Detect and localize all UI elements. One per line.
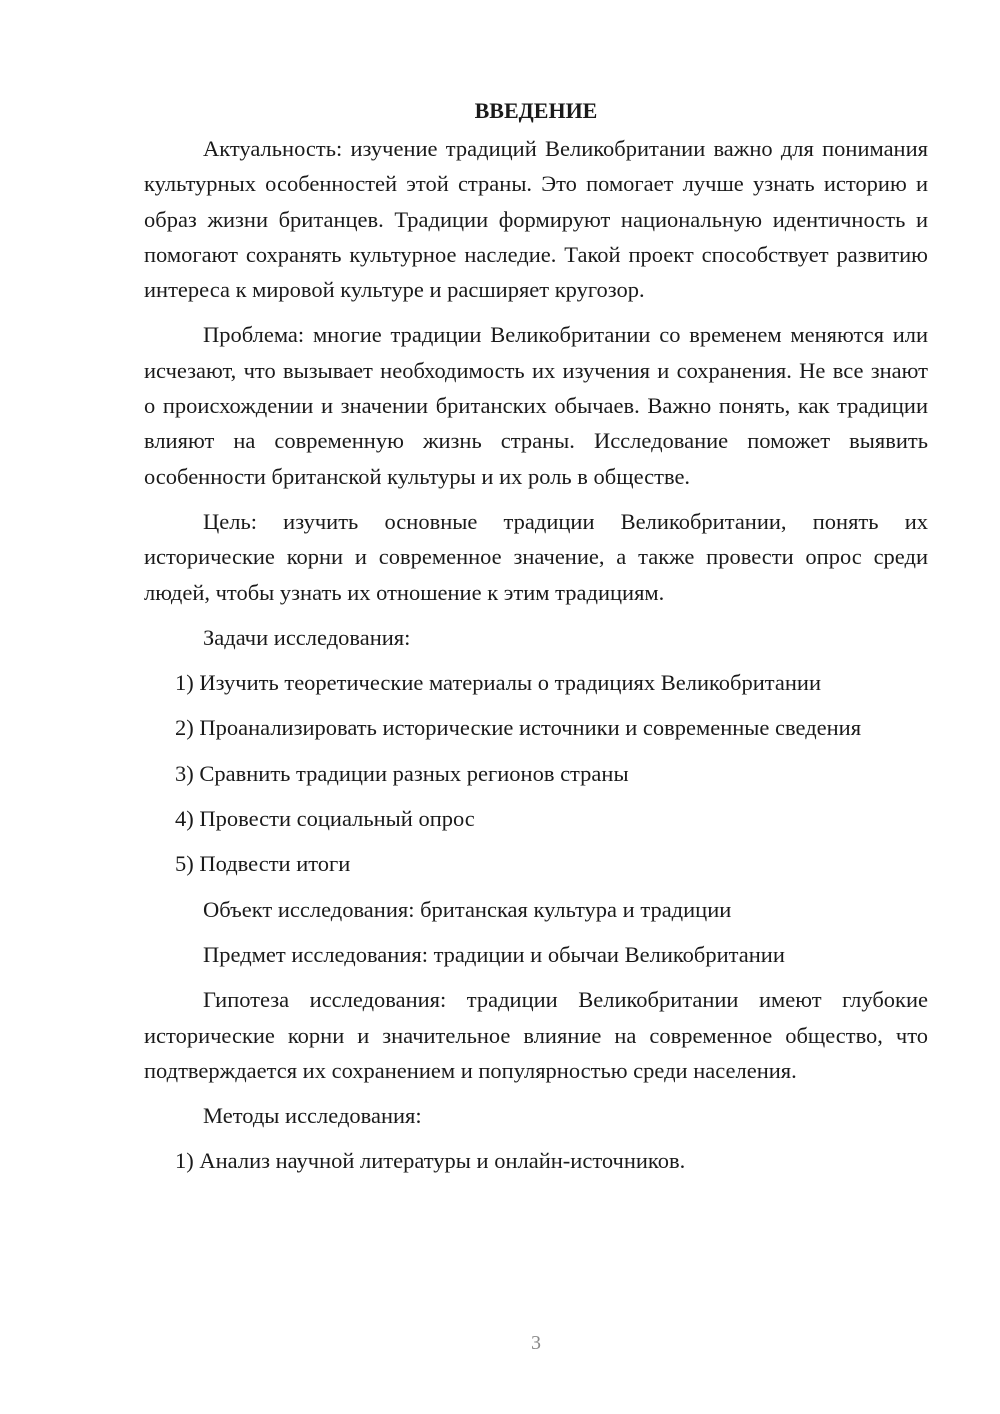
tasks-heading: Задачи исследования:: [203, 624, 411, 650]
hypothesis-paragraph: Гипотеза исследования: традиции Великобритании имеют глубокие исторические корни и значительное влияние на современное общество, что подтверждается их сохранением и популярностью среди населения.: [144, 987, 928, 1083]
method-item: 1) Анализ научной литературы и онлайн-источников.: [175, 1148, 686, 1174]
task-item: 1) Изучить теоретические материалы о традициях Великобритании: [175, 670, 821, 696]
task-item: 5) Подвести итоги: [175, 851, 351, 877]
document-title: ВВЕДЕНИЕ: [474, 98, 598, 123]
relevance-paragraph: Актуальность: изучение традиций Великобритании важно для понимания культурных особенностей этой страны. Это помогает лучше узнать историю и образ жизни британцев. Традиции формируют национальную идентичность и помогают сохранять культурное наследие. Такой проект способствует развитию интереса к мировой культуре и расширяет кругозор.: [144, 136, 928, 303]
page-number: 3: [531, 1332, 541, 1354]
methods-heading: Методы исследования:: [203, 1103, 422, 1129]
task-item: 4) Провести социальный опрос: [175, 806, 475, 832]
goal-paragraph: Цель: изучить основные традиции Великобритании, понять их исторические корни и современное значение, а также провести опрос среди людей, чтобы узнать их отношение к этим традициям.: [144, 508, 928, 605]
task-item: 2) Проанализировать исторические источники и современные сведения: [175, 715, 862, 741]
task-item: 3) Сравнить традиции разных регионов страны: [175, 760, 629, 786]
document-page: [144, 93, 928, 1189]
research-object: Объект исследования: британская культура и традиции: [203, 896, 732, 922]
research-subject: Предмет исследования: традиции и обычаи Великобритании: [203, 941, 785, 967]
problem-paragraph: Проблема: многие традиции Великобритании со временем меняются или исчезают, что вызывает необходимость их изучения и сохранения. Не все знают о происхождении и значении британских обычаев. Важно понять, как традиции влияют на современную жизнь страны. Исследование поможет выявить особенности британской культуры и их роль в обществе.: [144, 322, 928, 489]
